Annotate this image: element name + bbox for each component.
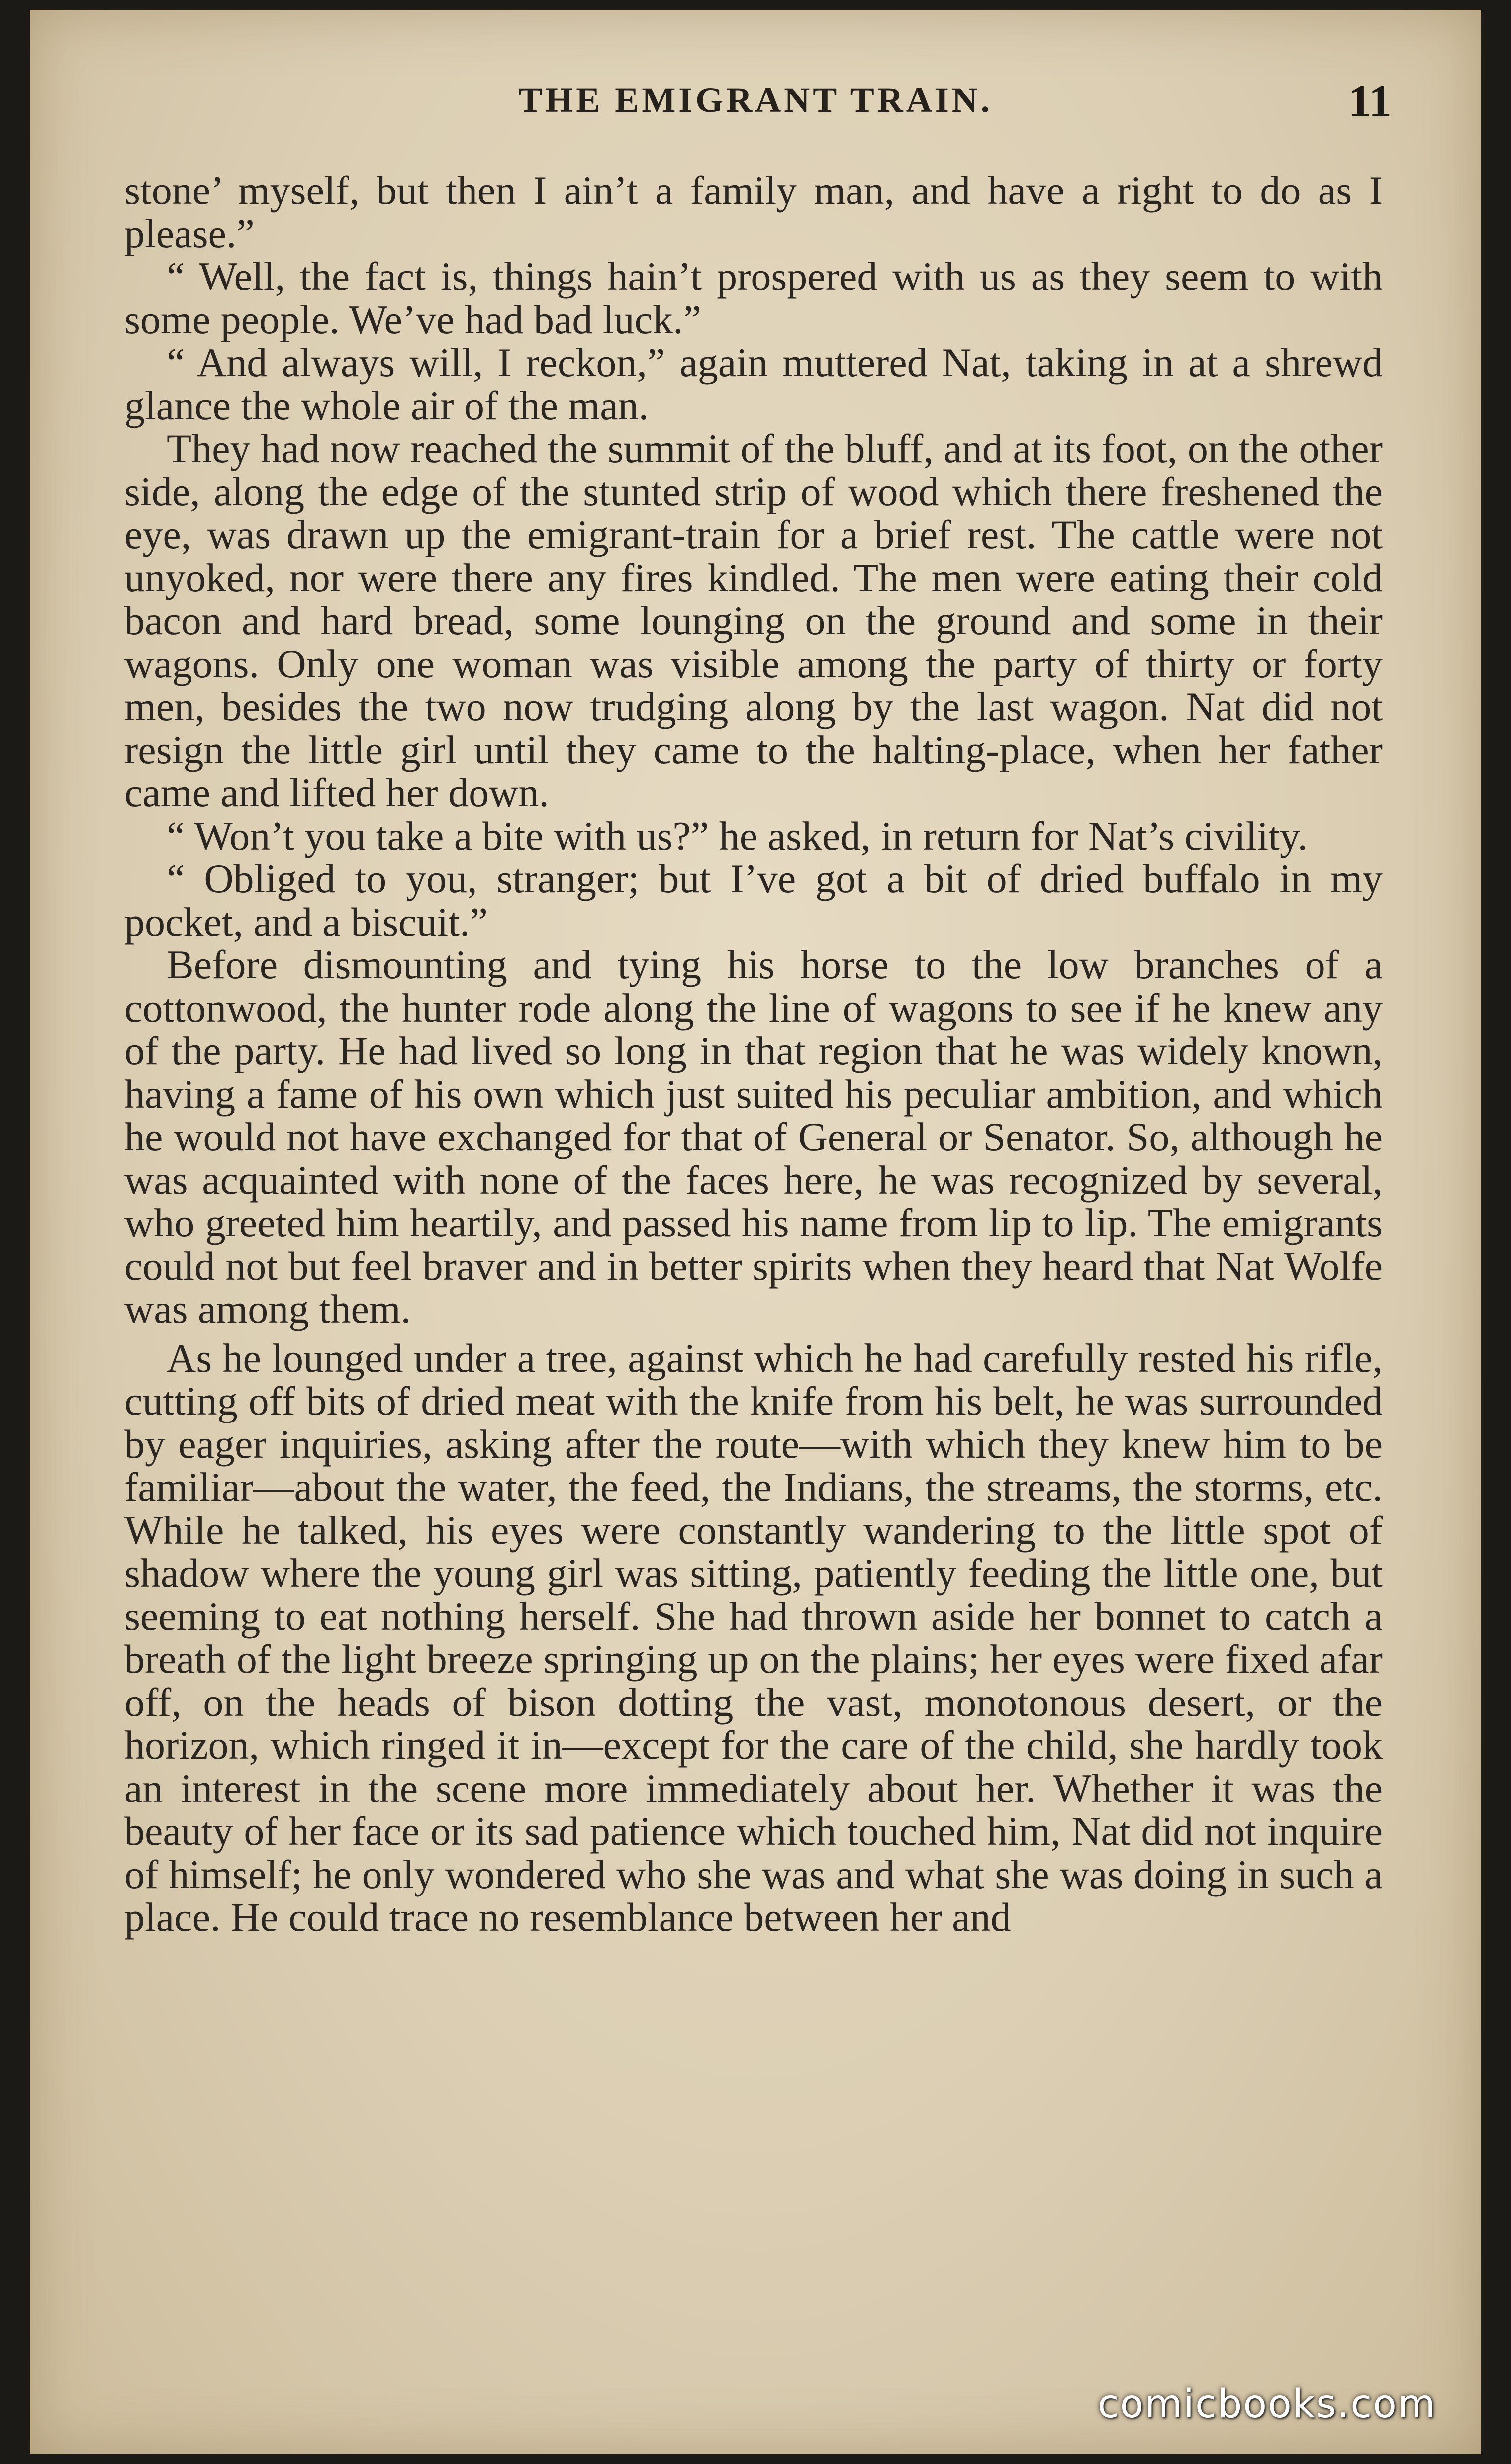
page-number: 11	[1348, 76, 1392, 126]
paragraph-continuation: stone’ myself, but then I ain’t a family man, and have a right to do as I please.”	[124, 168, 1383, 256]
paragraph: “ And always will, I reckon,” again muttered Nat, taking in at a shrewd glance the whole air of the man.	[124, 340, 1383, 428]
paragraph: Before dismounting and tying his horse to the low branches of a cottonwood, the hunter rode along the line of wagons to see if he knew any of the party. He had lived so long in that region that he was widely known, having a fame of his own which just suited his peculiar ambition, and which he would not have exchanged for that of General or Senator. So, although he was acquainted with none of the faces here, he was recognized by several, who greeted him heartily, and passed his name from lip to lip. The emigrants could not but feel braver and in better spirits when they heard that Nat Wolfe was among them.	[124, 942, 1383, 1331]
paragraph: They had now reached the summit of the bluff, and at its foot, on the other side, along the edge of the stunted strip of wood which there freshened the eye, was drawn up the emigrant-train for a brief rest. The cattle were not unyoked, nor were there any fires kindled. The men were eating their cold bacon and hard bread, some lounging on the ground and some in their wagons. Only one woman was visible among the party of thirty or forty men, besides the two now trudging along by the last wagon. Nat did not resign the little girl until they came to the halting-place, when her father came and lifted her down.	[124, 426, 1383, 815]
book-page	[30, 10, 1481, 2454]
paragraph: “ Obliged to you, stranger; but I’ve got a bit of dried buffalo in my pocket, and a biscuit.”	[124, 856, 1383, 945]
paragraph: As he lounged under a tree, against which he had carefully rested his rifle, cutting off bits of dried meat with the knife from his belt, he was surrounded by eager inquiries, asking after the route—with which they knew him to be familiar—about the water, the feed, the Indians, the streams, the storms, etc. While he talked, his eyes were constantly wandering to the little spot of shadow where the young girl was sitting, patiently feeding the little one, but seeming to eat nothing herself. She had thrown aside her bonnet to catch a breath of the light breeze springing up on the plains; her eyes were fixed afar off, on the heads of bison dotting the vast, monotonous desert, or the horizon, which ringed it in—except for the care of the child, she hardly took an interest in the scene more immediately about her. Whether it was the beauty of her face or its sad patience which touched him, Nat did not inquire of himself; he only wondered who she was and what she was doing in such a place. He could trace no resemblance between her and	[124, 1335, 1383, 1940]
body-text	[124, 169, 1383, 2298]
page-header	[30, 75, 1481, 129]
watermark: comicbooks.com	[1097, 2382, 1436, 2427]
paragraph: “ Well, the fact is, things hain’t prospered with us as they seem to with some people. We’ve had bad luck.”	[124, 254, 1383, 342]
paragraph: “ Won’t you take a bite with us?” he asked, in return for Nat’s civility.	[167, 813, 1308, 858]
running-title: THE EMIGRANT TRAIN.	[518, 80, 993, 120]
